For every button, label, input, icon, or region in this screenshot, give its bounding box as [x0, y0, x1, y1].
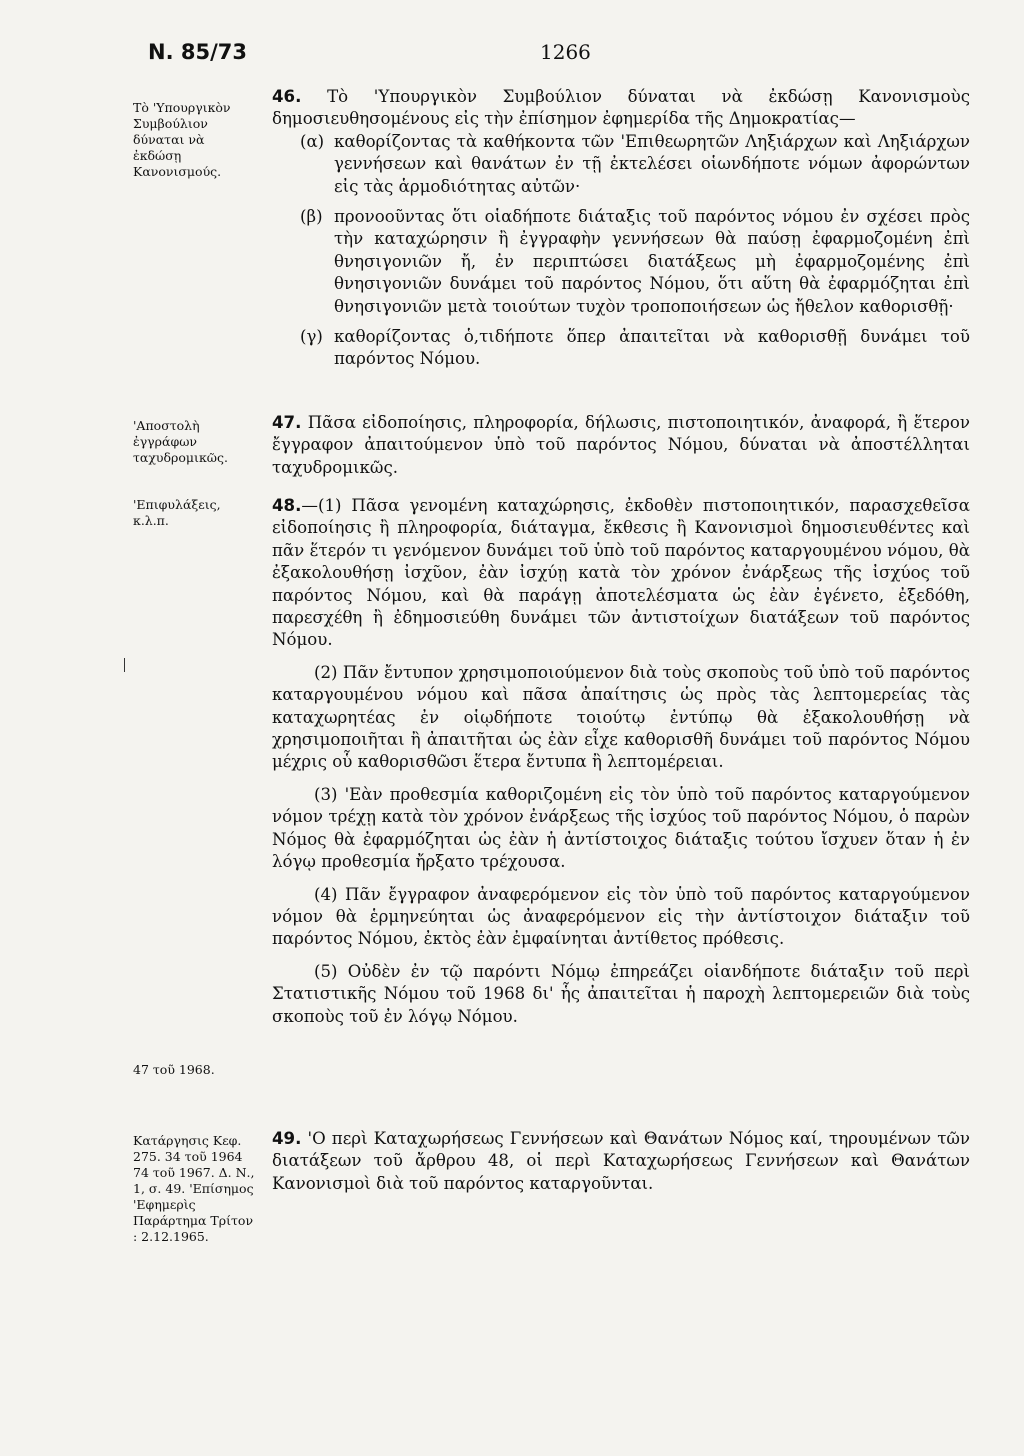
section-47 [272, 412, 970, 479]
section-48-paragraph-4: (4) Πᾶν ἔγγραφον ἀναφερόμενον εἰς τὸν ὑπὸ τοῦ παρόντος καταργούμενον νόμον θὰ ἑρμηνεύηται ὡς ἀναφερόμενον εἰς τὴν ἀντίστοιχον διάταξιν τοῦ παρόντος Νόμου, ἐκτὸς ἐὰν ἐμφαίνηται ἀντίθετος πρόθεσις. [272, 884, 970, 949]
section-46-intro: Τὸ 'Υπουργικὸν Συμβούλιον δύναται νὰ ἐκδώσῃ Κανονισμοὺς δημοσιευθησομένους εἰς τὴν ἐπίσημον ἐφημερίδα τῆς Δημοκρατίας— [272, 87, 970, 129]
margin-note-statistics-law: 47 τοῦ 1968. [133, 1062, 215, 1077]
subsection-label: (β) [300, 207, 323, 227]
section-48-paragraph-5: (5) Οὐδὲν ἐν τῷ παρόντι Νόμῳ ἐπηρεάζει οἱανδήποτε διάταξιν τοῦ περὶ Στατιστικῆς Νόμου τοῦ 1968 δι' ἧς ἀπαιτεῖται ἡ παροχὴ λεπτομερειῶν διὰ τοὺς σκοποὺς τοῦ ἐν λόγῳ Νόμου. [272, 961, 970, 1026]
subsection-text: καθορίζοντας τὰ καθήκοντα τῶν 'Επιθεωρητῶν Ληξιάρχων καὶ Ληξιάρχων γεννήσεων καὶ θανάτων ἐν τῇ ἐκτελέσει οἱωνδήποτε νόμων ἀφορώντων εἰς τὰς ἁρμοδιότητας αὐτῶν· [334, 131, 970, 196]
section-number: 48. [272, 496, 302, 515]
section-number: 47. [272, 413, 302, 432]
section-number: 49. [272, 1129, 302, 1148]
margin-note-repeal: Κατάργησις Κεφ. 275. 34 τοῦ 1964 74 τοῦ 1967. Δ. Ν., 1, σ. 49. 'Επίσημος 'Εφημερὶς Παράρτημα Τρίτον : 2.12.1965. [133, 1133, 255, 1244]
section-49-text: 'Ο περὶ Καταχωρήσεως Γεννήσεων καὶ Θανάτων Νόμος καί, τηρουμένων τῶν διατάξεων τοῦ ἄρθρου 48, οἱ περὶ Καταχωρήσεως Γεννήσεων καὶ Θανάτων Κανονισμοὶ διὰ τοῦ παρόντος καταργοῦνται. [272, 1129, 971, 1193]
subsection-c [272, 326, 970, 371]
margin-note-postal: 'Αποστολὴ ἐγγράφων ταχυδρομικῶς. [133, 418, 228, 465]
section-48 [272, 495, 970, 1028]
subsection-label: (γ) [300, 327, 323, 347]
page-number: 1266 [540, 40, 591, 64]
subsection-b [272, 206, 970, 318]
section-48-paragraph-3: (3) 'Εὰν προθεσμία καθοριζομένη εἰς τὸν ὑπὸ τοῦ παρόντος καταργούμενον νόμον τρέχῃ κατὰ τὸν χρόνον ἐνάρξεως τῆς ἰσχύος τοῦ παρόντος Νόμου, ὁ παρὼν Νόμος θὰ ἐφαρμόζηται ὡς ἐὰν ἡ ἀντίστοιχος διάταξις τούτου ἴσχυεν ὅταν ἡ ἐν λόγῳ προθεσμία ἤρξατο τρέχουσα. [272, 784, 970, 872]
subsection-text: καθορίζοντας ὁ,τιδήποτε ὅπερ ἀπαιτεῖται νὰ καθορισθῇ δυνάμει τοῦ παρόντος Νόμου. [334, 327, 970, 369]
section-49 [272, 1128, 970, 1195]
section-number: 46. [272, 87, 302, 106]
section-47-text: Πᾶσα εἰδοποίησις, πληροφορία, δήλωσις, πιστοποιητικόν, ἀναφορά, ἢ ἕτερον ἔγγραφον ἀπαιτούμενον ὑπὸ τοῦ παρόντος Νόμου, δύναται νὰ ἀποστέλληται ταχυδρομικῶς. [272, 413, 970, 477]
section-48-paragraph-1: —(1) Πᾶσα γενομένη καταχώρησις, ἐκδοθὲν πιστοποιητικόν, παρασχεθεῖσα εἰδοποίησις ἢ πληροφορία, διάταγμα, ἔκθεσις ἢ Κανονισμοὶ δημοσιευθέντες καὶ πᾶν ἕτερόν τι γενόμενον δυνάμει τοῦ ὑπὸ τοῦ παρόντος καταργουμένου νόμου, θὰ ἐξακολουθήσῃ ἰσχῦον, ἐὰν ἰσχύῃ κατὰ τὸν χρόνον ἐνάρξεως τῆς ἰσχύος τοῦ παρόντος Νόμου, καὶ θὰ παράγῃ ἀποτελέσματα ὡς ἐὰν ἐγένετο, ἐξεδόθη, παρεσχέθη ἢ ἐδημοσιεύθη δυνάμει τῶν ἀντιστοίχων διατάξεων τοῦ παρόντος Νόμου. [272, 496, 970, 650]
margin-tick [124, 658, 125, 672]
section-46 [272, 86, 970, 371]
margin-note-reservations: 'Επιφυλάξεις, κ.λ.π. [133, 497, 221, 528]
subsection-label: (α) [300, 131, 325, 151]
subsection-a [272, 131, 970, 198]
section-48-paragraph-2: (2) Πᾶν ἔντυπον χρησιμοποιούμενον διὰ τοὺς σκοποὺς τοῦ ὑπὸ τοῦ παρόντος καταργουμένου νόμου καὶ πᾶσα ἀπαίτησις ὡς πρὸς τὰς λεπτομερείας τὰς καταχωρητέας ἐν οἱῳδήποτε τοιούτῳ ἐντύπῳ θὰ ἐξακολουθήσῃ νὰ χρησιμοποιῆται ἢ ἀπαιτῆται ὡς ἐὰν εἶχε καθορισθῆ δυνάμει τοῦ παρόντος Νόμου μέχρις οὗ καθορισθῶσι ἕτερα ἔντυπα ἢ λεπτομέρειαι. [272, 662, 970, 772]
law-number: Ν. 85/73 [148, 40, 247, 64]
subsection-text: προνοοῦντας ὅτι οἱαδήποτε διάταξις τοῦ παρόντος νόμου ἐν σχέσει πρὸς τὴν καταχώρησιν ἢ ἐγγραφὴν γεννήσεων θὰ παύσῃ ἐφαρμοζομένη ἐπὶ θνησιγονιῶν ἤ, ἐν περιπτώσει διατάξεως μὴ ἐφαρμοζομένης ἐπὶ θνησιγονιῶν δυνάμει τοῦ παρόντος Νόμου, ὅτι αὕτη θὰ ἐφαρμόζηται ἐπὶ θνησιγονιῶν μετὰ τοιούτων τυχὸν τροποποιήσεων ὡς ἤθελον καθορισθῇ· [334, 207, 970, 316]
margin-note-regulations: Τὸ 'Υπουργικὸν Συμβούλιον δύναται νὰ ἐκδώσῃ Κανονισμούς. [133, 100, 231, 179]
